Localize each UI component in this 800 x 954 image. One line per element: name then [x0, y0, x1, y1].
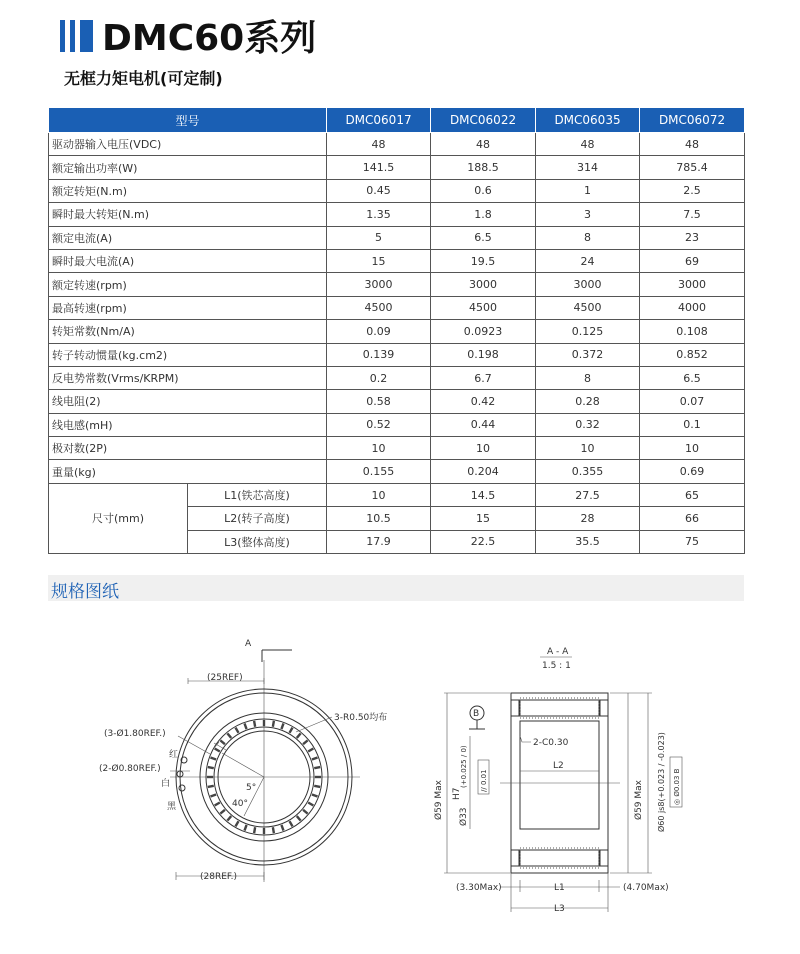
datum-b-label: B	[473, 709, 480, 719]
cell-value: 15	[327, 249, 431, 272]
front-view	[99, 639, 387, 882]
row-label: 驱动器输入电压(VDC)	[49, 133, 327, 156]
cell-value: 0.07	[640, 390, 745, 413]
table-row	[49, 413, 745, 436]
row-label: 反电势常数(Vrms/KRPM)	[49, 366, 327, 389]
model-header: 型号	[49, 108, 327, 133]
stator-slot	[290, 728, 293, 733]
stator-slot	[303, 810, 308, 814]
gdt-right: ◎ Ø0.03 B	[673, 768, 681, 805]
hole-3-note: (3-Ø1.80REF.)	[104, 729, 166, 739]
row-label: 额定转速(rpm)	[49, 273, 327, 296]
cell-value: 3	[536, 203, 640, 226]
stator-slot	[220, 740, 225, 744]
cell-value: 188.5	[431, 156, 536, 179]
stator-slot	[227, 816, 231, 821]
angle-40-label: 40°	[232, 799, 248, 809]
row-label: 额定输出功率(W)	[49, 156, 327, 179]
row-label: 瞬时最大转矩(N.m)	[49, 203, 327, 226]
cell-value: 1.35	[327, 203, 431, 226]
cell-value: 24	[536, 249, 640, 272]
stator-slot	[210, 794, 216, 796]
h7-label: H7	[452, 787, 462, 800]
tol-33: (+0.025 / 0)	[460, 745, 468, 788]
row-label: 极对数(2P)	[49, 437, 327, 460]
table-row	[49, 296, 745, 319]
section-title: 规格图纸	[51, 582, 119, 602]
spec-table-body	[49, 133, 745, 575]
row-label: 线电阻(2)	[49, 390, 327, 413]
cell-value: 785.4	[640, 156, 745, 179]
cell-value: 8	[536, 366, 640, 389]
dia-59-left: Ø59 Max	[434, 779, 444, 820]
row-label: 额定电流(A)	[49, 226, 327, 249]
spacer-row	[49, 554, 745, 575]
stator-slot	[215, 749, 220, 752]
cell-value: 19.5	[431, 249, 536, 272]
cell-value: 4500	[536, 296, 640, 319]
stator-slot	[281, 723, 283, 729]
cell-value: 1	[536, 179, 640, 202]
cell-value: 0.372	[536, 343, 640, 366]
section-label: A - A	[547, 647, 569, 657]
dim-28ref: (28REF.)	[200, 872, 238, 882]
stator-slot	[236, 728, 239, 733]
table-row	[49, 390, 745, 413]
row-label: 瞬时最大电流(A)	[49, 249, 327, 272]
cell-value: 3000	[640, 273, 745, 296]
table-row	[49, 226, 745, 249]
brand-bars-icon	[60, 20, 94, 52]
cell-value: 7.5	[640, 203, 745, 226]
cell-value: 48	[327, 133, 431, 156]
stator-slot	[308, 803, 313, 806]
dim-right-max: (4.70Max)	[623, 883, 669, 893]
section-bar	[48, 575, 744, 601]
cell-value: 10	[327, 483, 431, 506]
table-row	[49, 203, 745, 226]
cell-value: 65	[640, 483, 745, 506]
model-column-header: DMC06035	[536, 108, 640, 133]
size-row-label: L1(铁芯高度)	[188, 483, 327, 506]
radius-note: 3-R0.50均布	[334, 713, 388, 723]
chamfer-note: 2-C0.30	[533, 738, 569, 748]
table-row	[49, 179, 745, 202]
cell-value: 22.5	[431, 530, 536, 553]
stator-slot	[245, 723, 247, 729]
cell-value: 0.44	[431, 413, 536, 436]
cell-value: 15	[431, 507, 536, 530]
section-view	[433, 647, 682, 914]
cell-value: 10	[640, 437, 745, 460]
table-row	[49, 133, 745, 156]
row-label: 线电感(mH)	[49, 413, 327, 436]
cell-value: 3000	[431, 273, 536, 296]
cell-value: 48	[640, 133, 745, 156]
page-title: DMC60系列	[102, 18, 317, 59]
stator-slot	[220, 810, 225, 814]
cell-value: 0.2	[327, 366, 431, 389]
stator-slot	[210, 758, 216, 760]
stator-slot	[245, 825, 247, 831]
cell-value: 66	[640, 507, 745, 530]
cell-value: 48	[431, 133, 536, 156]
table-row	[49, 156, 745, 179]
row-label: 重量(kg)	[49, 460, 327, 483]
wire-black-label: 黑	[167, 802, 177, 812]
cell-value: 0.6	[431, 179, 536, 202]
cell-value: 0.1	[640, 413, 745, 436]
stator-slot	[254, 721, 255, 727]
stator-slot	[281, 825, 283, 831]
cell-value: 75	[640, 530, 745, 553]
stator-slot	[297, 733, 301, 738]
cell-value: 0.0923	[431, 320, 536, 343]
cell-value: 0.32	[536, 413, 640, 436]
row-label: 转矩常数(Nm/A)	[49, 320, 327, 343]
dia-60: Ø60 js8(+0.023 / -0.023)	[657, 732, 666, 832]
cell-value: 0.204	[431, 460, 536, 483]
cell-value: 141.5	[327, 156, 431, 179]
size-row-label: L2(转子高度)	[188, 507, 327, 530]
cell-value: 0.355	[536, 460, 640, 483]
cell-value: 10	[327, 437, 431, 460]
cell-value: 10.5	[327, 507, 431, 530]
dim-l2: L2	[553, 761, 564, 771]
wire-white-label: 白	[161, 779, 171, 789]
cell-value: 1.8	[431, 203, 536, 226]
table-row	[49, 343, 745, 366]
cell-value: 0.45	[327, 179, 431, 202]
table-row	[49, 366, 745, 389]
stator-slot	[208, 767, 214, 768]
stator-slot	[273, 721, 274, 727]
table-row	[49, 249, 745, 272]
cell-value: 0.125	[536, 320, 640, 343]
stator-slot	[208, 786, 214, 787]
cell-value: 14.5	[431, 483, 536, 506]
stator-slot	[236, 821, 239, 826]
cell-value: 23	[640, 226, 745, 249]
cell-value: 8	[536, 226, 640, 249]
row-label: 额定转矩(N.m)	[49, 179, 327, 202]
table-row	[49, 437, 745, 460]
cell-value: 4500	[327, 296, 431, 319]
cell-value: 0.198	[431, 343, 536, 366]
scale-label: 1.5 : 1	[542, 661, 571, 671]
cell-value: 4500	[431, 296, 536, 319]
row-label: 转子转动惯量(kg.cm2)	[49, 343, 327, 366]
wire-red-label: 红	[169, 750, 179, 760]
cell-value: 0.28	[536, 390, 640, 413]
gdt-left: // 0.01	[480, 769, 488, 792]
stator-slot	[312, 758, 318, 760]
cell-value: 0.58	[327, 390, 431, 413]
cell-value: 5	[327, 226, 431, 249]
wire-black-dot	[179, 785, 185, 791]
cell-value: 0.155	[327, 460, 431, 483]
cell-value: 0.108	[640, 320, 745, 343]
stator-slot	[227, 733, 231, 738]
size-group-label: 尺寸(mm)	[49, 483, 188, 553]
cell-value: 0.09	[327, 320, 431, 343]
stator-slot	[215, 803, 220, 806]
table-row	[49, 320, 745, 343]
stator-slot	[308, 749, 313, 752]
cell-value: 17.9	[327, 530, 431, 553]
cell-value: 6.7	[431, 366, 536, 389]
dim-l1: L1	[554, 883, 565, 893]
model-column-header: DMC06072	[640, 108, 745, 133]
dia-33: Ø33	[459, 807, 469, 826]
cell-value: 6.5	[640, 366, 745, 389]
stator-slot	[303, 740, 308, 744]
stator-slot	[297, 816, 301, 821]
size-row-label: L3(整体高度)	[188, 530, 327, 553]
table-row	[49, 273, 745, 296]
dim-l3: L3	[554, 904, 565, 914]
cell-value: 0.852	[640, 343, 745, 366]
stator-slot	[312, 794, 318, 796]
hole-2-note: (2-Ø0.80REF.)	[99, 764, 161, 774]
cell-value: 2.5	[640, 179, 745, 202]
cell-value: 4000	[640, 296, 745, 319]
page-subtitle: 无框力矩电机(可定制)	[64, 69, 223, 88]
table-header-row	[49, 108, 745, 133]
cell-value: 10	[431, 437, 536, 460]
stator-slot	[273, 827, 274, 833]
dim-left-max: (3.30Max)	[456, 883, 502, 893]
cell-value: 48	[536, 133, 640, 156]
cell-value: 27.5	[536, 483, 640, 506]
spec-table	[48, 107, 745, 574]
stator-slot	[314, 767, 320, 768]
table-row	[49, 460, 745, 483]
angle-5-label: 5°	[246, 783, 257, 793]
technical-drawing	[0, 600, 800, 954]
stator-slot	[254, 827, 255, 833]
cell-value: 0.69	[640, 460, 745, 483]
model-column-header: DMC06017	[327, 108, 431, 133]
cell-value: 3000	[536, 273, 640, 296]
cell-value: 28	[536, 507, 640, 530]
model-column-header: DMC06022	[431, 108, 536, 133]
dim-25ref: (25REF)	[207, 673, 243, 683]
stator-slot	[290, 821, 293, 826]
cell-value: 6.5	[431, 226, 536, 249]
cell-value: 3000	[327, 273, 431, 296]
row-label: 最高转速(rpm)	[49, 296, 327, 319]
cell-value: 10	[536, 437, 640, 460]
cell-value: 0.139	[327, 343, 431, 366]
cell-value: 314	[536, 156, 640, 179]
cell-value: 0.52	[327, 413, 431, 436]
cell-value: 35.5	[536, 530, 640, 553]
stator-slot	[314, 786, 320, 787]
section-marker: A	[245, 639, 252, 649]
dia-59-right: Ø59 Max	[634, 779, 644, 820]
cell-value: 0.42	[431, 390, 536, 413]
cell-value: 69	[640, 249, 745, 272]
table-row	[49, 483, 745, 506]
